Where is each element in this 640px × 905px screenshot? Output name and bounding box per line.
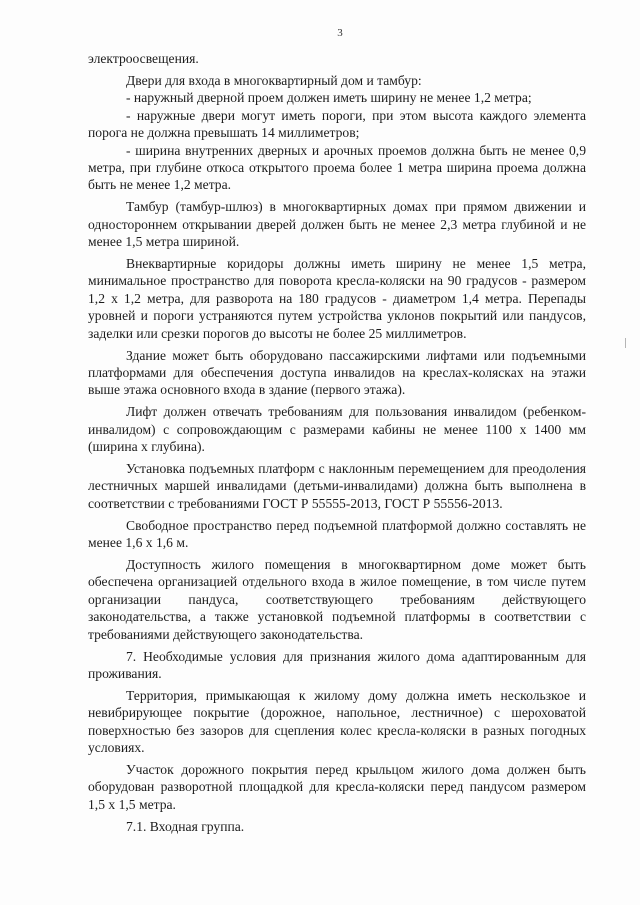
scan-artifact	[625, 338, 626, 348]
paragraph: - наружный дверной проем должен иметь ширину не менее 1,2 метра;	[126, 90, 532, 106]
paragraph: 7. Необходимые условия для признания жилого дома адаптированным для проживания.	[88, 648, 586, 681]
paragraph: Территория, примыкающая к жилому дому должна иметь нескользкое и невибрирующее покрытие (дорожное, напольное, лестничное) с шероховатой поверхностью без зазоров для сцепления колес кресла-коляски в разных погодных условиях.	[88, 687, 586, 756]
paragraph: - наружные двери могут иметь пороги, при этом высота каждого элемента порога не должна превышать 14 миллиметров;	[88, 107, 586, 141]
document-body	[88, 50, 586, 840]
paragraph: Участок дорожного покрытия перед крыльцом жилого дома должен быть оборудован разворотной площадкой для кресла-коляски перед пандусом размером 1,5 х 1,5 метра.	[88, 761, 586, 812]
paragraph: Тамбур (тамбур-шлюз) в многоквартирных домах при прямом движении и одностороннем открывании дверей должен быть не менее 2,3 метра глубиной и не менее 1,5 метра шириной.	[88, 199, 586, 250]
paragraph: электроосвещения.	[88, 51, 199, 66]
paragraph: Свободное пространство перед подъемной платформой должно составлять не менее 1,6 х 1,6 м.	[88, 517, 586, 551]
paragraph: Внеквартирные коридоры должны иметь ширину не менее 1,5 метра, минимальное пространство для поворота кресла-коляски на 90 градусов - размером 1,2 х 1,2 метра, для разворота на 180 градусов - диаметром 1,4 метра. Перепады уровней и пороги устраняются путем устройства уклонов покрытий или пандусов, заделки или срезки порогов до высоты не более 25 миллиметров.	[88, 255, 586, 341]
paragraph: Лифт должен отвечать требованиям для пользования инвалидом (ребенком-инвалидом) с сопровождающим с размерами кабины не менее 1100 х 1400 мм (ширина х глубина).	[88, 404, 586, 455]
paragraph: Доступность жилого помещения в многоквартирном доме может быть обеспечена организацией отдельного входа в жилое помещение, в том числе путем организации пандуса, соответствующего требованиям действующего законодательства, а также установкой подъемной платформы в соответствии с требованиями действующего законодательства.	[88, 556, 586, 642]
paragraph: Двери для входа в многоквартирный дом и тамбур:	[126, 72, 422, 88]
paragraph: 7.1. Входная группа.	[126, 818, 245, 834]
paragraph: Здание может быть оборудовано пассажирскими лифтами или подъемными платформами для обеспечения доступа инвалидов на креслах-колясках на этажи выше этажа основного входа в здание (первого этажа).	[88, 347, 586, 398]
page-number: 3	[337, 27, 343, 39]
paragraph: Установка подъемных платформ с наклонным перемещением для преодоления лестничных маршей инвалидами (детьми-инвалидами) должна быть выполнена в соответствии с требованиями ГОСТ Р 55555-2013, ГОСТ Р 55556-2013.	[88, 460, 586, 511]
paragraph: - ширина внутренних дверных и арочных проемов должна быть не менее 0,9 метра, при глубине откоса открытого проема более 1 метра ширина проема должна быть не менее 1,2 метра.	[88, 142, 586, 193]
